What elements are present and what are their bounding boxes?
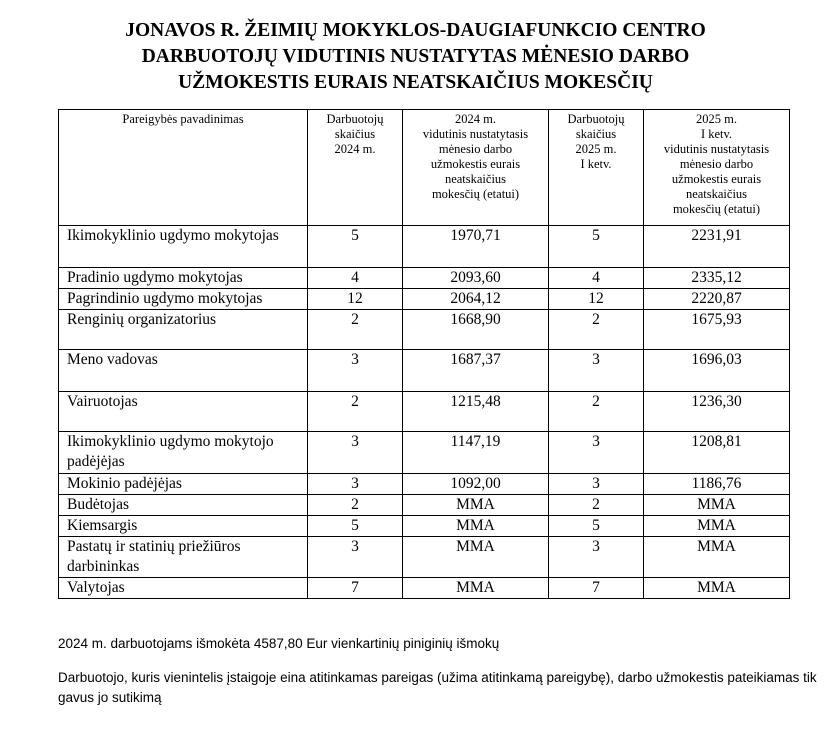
value-cell: 5 (308, 516, 403, 537)
table-header-row (59, 110, 790, 226)
column-header-line: vidutinis nustatytasis (422, 127, 529, 141)
value-cell: 2064,12 (403, 289, 549, 310)
value-cell: 3 (549, 537, 644, 578)
value-cell: MMA (644, 516, 790, 537)
value-cell: 1092,00 (403, 474, 549, 495)
column-header-line: skaičius (334, 127, 376, 141)
column-header (403, 110, 549, 226)
value-cell: 5 (549, 516, 644, 537)
column-header-line: mėnesio darbo (679, 157, 754, 171)
table-row (59, 578, 790, 599)
value-cell: MMA (403, 537, 549, 578)
value-cell: 2335,12 (644, 268, 790, 289)
value-cell: 2 (308, 310, 403, 350)
value-cell: 1970,71 (403, 226, 549, 268)
column-header (549, 110, 644, 226)
column-header (308, 110, 403, 226)
value-cell: 2 (308, 495, 403, 516)
position-name-cell: Vairuotojas (59, 392, 308, 432)
column-header-line: užmokestis eurais (430, 157, 521, 171)
value-cell: 2 (549, 495, 644, 516)
value-cell: 7 (549, 578, 644, 599)
value-cell: 3 (549, 432, 644, 474)
value-cell: 1208,81 (644, 432, 790, 474)
position-name-cell: Pradinio ugdymo mokytojas (59, 268, 308, 289)
position-name-cell: Ikimokyklinio ugdymo mokytojas (59, 226, 308, 268)
value-cell: 2093,60 (403, 268, 549, 289)
title-line-2: DARBUOTOJŲ VIDUTINIS NUSTATYTAS MĖNESIO DARBO (141, 46, 690, 67)
position-name-cell: Pastatų ir statinių priežiūros darbininkas (59, 537, 308, 578)
value-cell: 3 (308, 432, 403, 474)
table-row (59, 350, 790, 392)
table-row (59, 516, 790, 537)
value-cell: 3 (549, 350, 644, 392)
column-header-line: 2024 m. (334, 142, 376, 156)
value-cell: 4 (549, 268, 644, 289)
value-cell: 1675,93 (644, 310, 790, 350)
column-header-line: mėnesio darbo (438, 142, 513, 156)
table-row (59, 310, 790, 350)
position-name-cell: Ikimokyklinio ugdymo mokytojo padėjėjas (59, 432, 308, 474)
table-row (59, 432, 790, 474)
position-name-cell: Kiemsargis (59, 516, 308, 537)
title-line-3: UŽMOKESTIS EURAIS NEATSKAIČIUS MOKESČIŲ (178, 72, 653, 93)
column-header (644, 110, 790, 226)
column-header-line: mokesčių (etatui) (672, 202, 761, 216)
column-header-line: skaičius (575, 127, 617, 141)
value-cell: 5 (549, 226, 644, 268)
value-cell: 5 (308, 226, 403, 268)
column-header-line: 2025 m. (575, 142, 617, 156)
table-row (59, 268, 790, 289)
column-header-line: I ketv. (700, 127, 733, 141)
column-header-line: 2025 m. (696, 112, 737, 126)
table-row (59, 474, 790, 495)
value-cell: MMA (403, 495, 549, 516)
column-header-line: I ketv. (580, 157, 612, 171)
column-header (59, 110, 308, 226)
value-cell: MMA (644, 578, 790, 599)
table-row (59, 392, 790, 432)
column-header-line: Darbuotojų (567, 112, 625, 126)
column-header-line: užmokestis eurais (671, 172, 762, 186)
value-cell: 12 (549, 289, 644, 310)
value-cell: 3 (308, 350, 403, 392)
table-row (59, 537, 790, 578)
consent-note: Darbuotojo, kuris vienintelis įstaigoje eina atitinkamas pareigas (užima atitinkamą pareigybę), darbo užmokestis pateikiamas tik gavus jo sutikimą (58, 670, 817, 705)
value-cell: 2231,91 (644, 226, 790, 268)
value-cell: MMA (644, 537, 790, 578)
value-cell: 1215,48 (403, 392, 549, 432)
value-cell: 3 (308, 474, 403, 495)
value-cell: 12 (308, 289, 403, 310)
payout-note: 2024 m. darbuotojams išmokėta 4587,80 Eur vienkartinių piniginių išmokų (58, 636, 500, 651)
value-cell: 4 (308, 268, 403, 289)
value-cell: 1687,37 (403, 350, 549, 392)
value-cell: MMA (644, 495, 790, 516)
value-cell: 2220,87 (644, 289, 790, 310)
column-header-line: 2024 m. (455, 112, 496, 126)
column-header-line: Pareigybės pavadinimas (122, 112, 244, 126)
position-name-cell: Meno vadovas (59, 350, 308, 392)
value-cell: MMA (403, 516, 549, 537)
position-name-cell: Mokinio padėjėjas (59, 474, 308, 495)
column-header-line: vidutinis nustatytasis (663, 142, 770, 156)
value-cell: 1147,19 (403, 432, 549, 474)
table-body (59, 226, 790, 599)
column-header-line: mokesčių (etatui) (431, 187, 520, 201)
table-row (59, 226, 790, 268)
column-header-line: neatskaičius (444, 172, 507, 186)
value-cell: 1696,03 (644, 350, 790, 392)
value-cell: 2 (549, 310, 644, 350)
value-cell: 1668,90 (403, 310, 549, 350)
position-name-cell: Pagrindinio ugdymo mokytojas (59, 289, 308, 310)
salary-table (58, 109, 790, 599)
value-cell: 2 (308, 392, 403, 432)
value-cell: 1236,30 (644, 392, 790, 432)
value-cell: 1186,76 (644, 474, 790, 495)
table-row (59, 495, 790, 516)
position-name-cell: Renginių organizatorius (59, 310, 308, 350)
value-cell: 3 (549, 474, 644, 495)
value-cell: 3 (308, 537, 403, 578)
column-header-line: Darbuotojų (326, 112, 384, 126)
position-name-cell: Budėtojas (59, 495, 308, 516)
title-line-1: JONAVOS R. ŽEIMIŲ MOKYKLOS-DAUGIAFUNKCIO CENTRO (125, 20, 706, 41)
value-cell: 7 (308, 578, 403, 599)
value-cell: MMA (403, 578, 549, 599)
position-name-cell: Valytojas (59, 578, 308, 599)
column-header-line: neatskaičius (685, 187, 748, 201)
document-title (0, 18, 831, 96)
value-cell: 2 (549, 392, 644, 432)
table-row (59, 289, 790, 310)
